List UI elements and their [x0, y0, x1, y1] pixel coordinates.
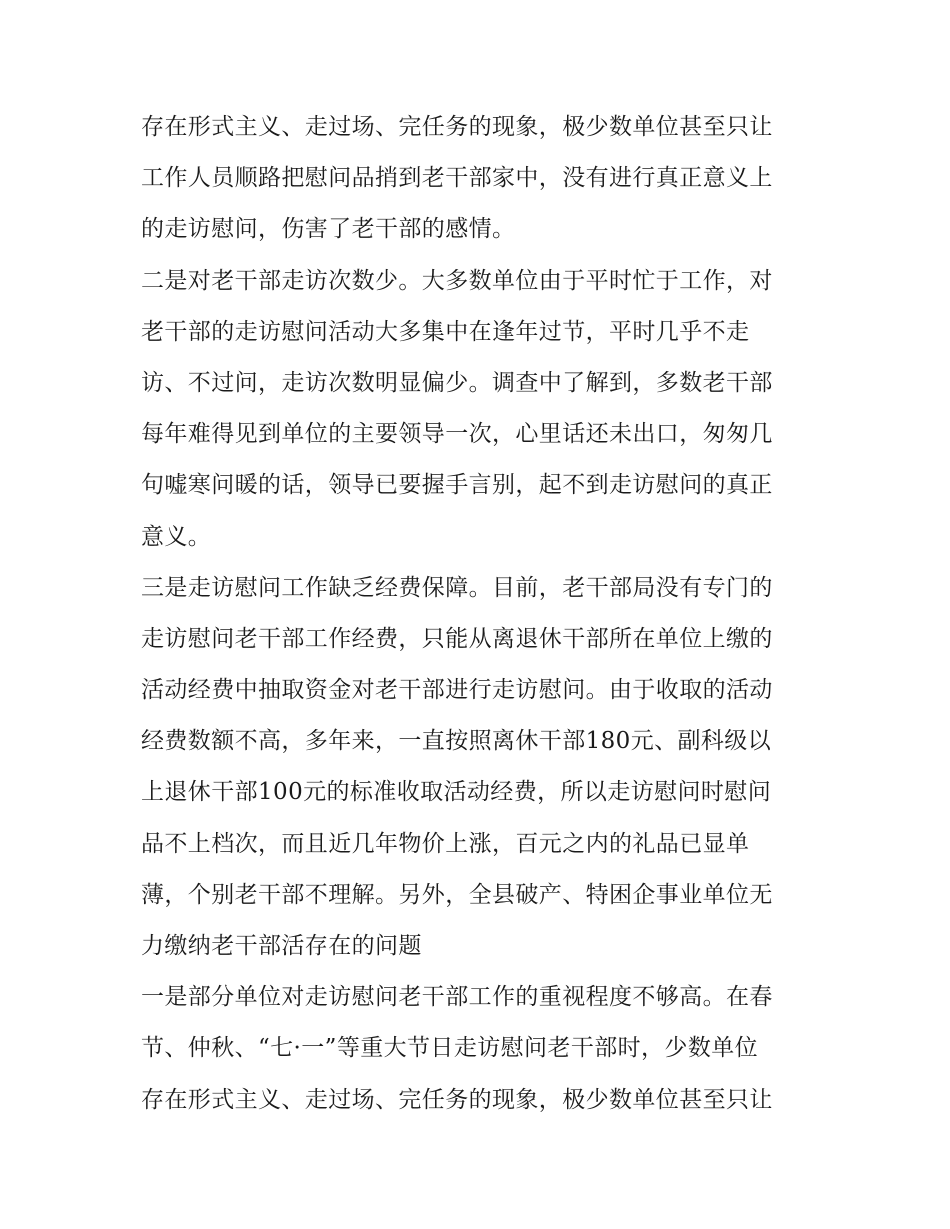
text-line: 薄，个别老干部不理解。另外，全县破产、特困企事业单位无: [141, 881, 773, 908]
text-line: 访、不过问，走访次数明显偏少。调查中了解到，多数老干部: [141, 369, 773, 396]
text-line: 工作人员顺路把慰问品捎到老干部家中，没有进行真正意义上: [141, 165, 773, 192]
text-line: 意义。: [141, 523, 212, 550]
text-line: 的走访慰问，伤害了老干部的感情。: [141, 216, 516, 243]
text-line: 每年难得见到单位的主要领导一次，心里话还未出口，匆匆几: [141, 421, 773, 448]
text-line: 句嘘寒问暖的话，领导已要握手言别，起不到走访慰问的真正: [141, 472, 773, 499]
text-line: 经费数额不高，多年来，一直按照离休干部180元、副科级以: [141, 728, 772, 755]
text-line: 活动经费中抽取资金对老干部进行走访慰问。由于收取的活动: [141, 677, 773, 704]
text-line: 上退休干部100元的标准收取活动经费，所以走访慰问时慰问: [141, 779, 772, 806]
text-line: 存在形式主义、走过场、完任务的现象，极少数单位甚至只让: [141, 114, 773, 140]
text-line: 三是走访慰问工作缺乏经费保障。目前，老干部局没有专门的: [141, 574, 773, 601]
text-line: 节、仲秋、“七·一”等重大节日走访慰问老干部时，少数单位: [141, 1035, 759, 1062]
text-line: 存在形式主义、走过场、完任务的现象，极少数单位甚至只让: [141, 1086, 773, 1113]
text-line: 二是对老干部走访次数少。大多数单位由于平时忙于工作，对: [141, 267, 773, 294]
text-line: 走访慰问老干部工作经费，只能从离退休干部所在单位上缴的: [141, 625, 773, 652]
text-line: 品不上档次，而且近几年物价上涨，百元之内的礼品已显单: [141, 830, 750, 857]
text-line: 力缴纳老干部活存在的问题: [141, 933, 422, 959]
text-line: 老干部的走访慰问活动大多集中在逢年过节，平时几乎不走: [141, 318, 750, 345]
text-line: 一是部分单位对走访慰问老干部工作的重视程度不够高。在春: [141, 984, 773, 1011]
document-body: [141, 102, 821, 1126]
